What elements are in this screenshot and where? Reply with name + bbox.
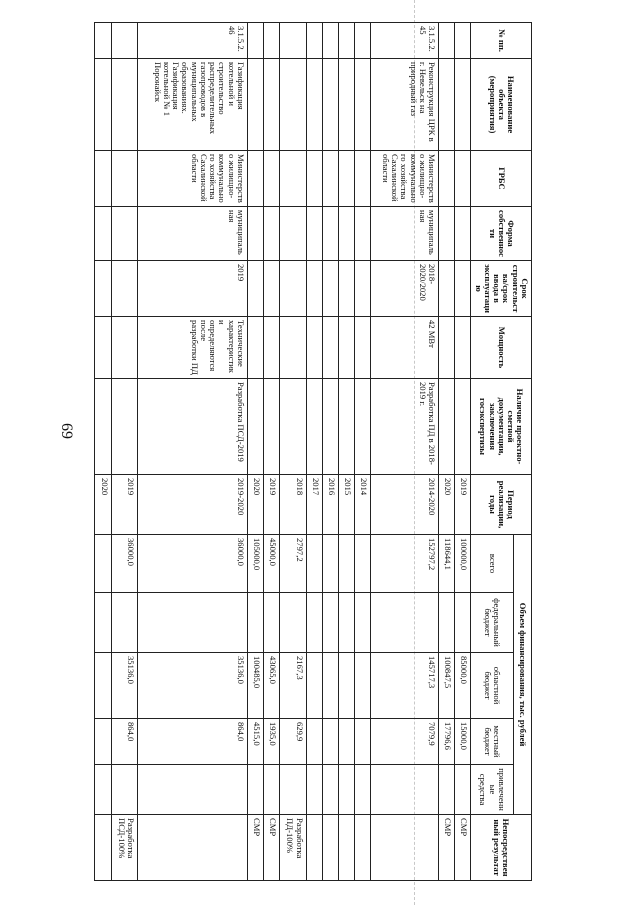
header-term: Срок строительства/срок ввода в эксплуатацию (471, 261, 532, 317)
cell-term (280, 261, 307, 317)
cell-ownership (264, 207, 280, 261)
cell-regional (338, 653, 354, 719)
cell-ownership (95, 207, 111, 261)
cell-result: Разработка ПСД-100% (111, 815, 138, 881)
header-local: местный бюджет (471, 719, 513, 765)
cell-period: 2020 (439, 475, 455, 535)
cell-period: 2020 (95, 475, 111, 535)
cell-ownership: муниципальная (370, 207, 438, 261)
cell-name (111, 59, 138, 151)
table-row (111, 23, 138, 881)
cell-ownership (439, 207, 455, 261)
cell-local: 4515,0 (248, 719, 264, 765)
cell-psd (95, 379, 111, 475)
table-row (455, 23, 471, 881)
cell-no (95, 23, 111, 59)
cell-psd: Разработка ПСД-2019 (138, 379, 248, 475)
cell-no (280, 23, 307, 59)
cell-term (455, 261, 471, 317)
table-row (95, 23, 111, 881)
cell-term (306, 261, 322, 317)
cell-attracted (138, 765, 248, 815)
table-row (138, 23, 248, 881)
cell-attracted (439, 765, 455, 815)
cell-term (338, 261, 354, 317)
cell-name: Газификация котельной и строительство распределительных газопроводов в муниципальных образованиях. Газификация котельной № 1 Поронайск (138, 59, 248, 151)
cell-total (306, 535, 322, 593)
cell-psd (338, 379, 354, 475)
cell-period: 2019 (111, 475, 138, 535)
cell-psd (322, 379, 338, 475)
cell-name (322, 59, 338, 151)
cell-total (95, 535, 111, 593)
cell-local: 15000,0 (455, 719, 471, 765)
cell-regional: 100485,0 (248, 653, 264, 719)
cell-total: 2797,2 (280, 535, 307, 593)
cell-ownership (306, 207, 322, 261)
cell-result: СМР (264, 815, 280, 881)
cell-grbs (338, 151, 354, 207)
header-row (513, 23, 531, 881)
cell-attracted (370, 765, 438, 815)
cell-total: 36000,0 (111, 535, 138, 593)
cell-regional (354, 653, 370, 719)
rotated-page-area (99, 22, 532, 880)
header-attracted: привлеченные средства (471, 765, 513, 815)
cell-total (338, 535, 354, 593)
cell-period: 2019 (264, 475, 280, 535)
header-regional: областной бюджет (471, 653, 513, 719)
cell-result: СМР (439, 815, 455, 881)
cell-grbs (264, 151, 280, 207)
cell-no: 3.1.5.2.46 (138, 23, 248, 59)
cell-local: 17796,6 (439, 719, 455, 765)
cell-grbs (322, 151, 338, 207)
cell-federal (370, 593, 438, 653)
cell-result (138, 815, 248, 881)
cell-period: 2016 (322, 475, 338, 535)
cell-no (306, 23, 322, 59)
cell-period: 2014 (354, 475, 370, 535)
cell-capacity: Технические характеристики определяются после разработки ПД (138, 317, 248, 379)
cell-term (439, 261, 455, 317)
cell-total: 100000,0 (455, 535, 471, 593)
cell-psd (280, 379, 307, 475)
cell-no (322, 23, 338, 59)
cell-period: 2015 (338, 475, 354, 535)
cell-regional: 145717,3 (370, 653, 438, 719)
cell-total: 105000,0 (248, 535, 264, 593)
cell-no (338, 23, 354, 59)
header-no: № пп. (471, 23, 532, 59)
cell-federal (264, 593, 280, 653)
cell-no: 3.1.5.2.45 (370, 23, 438, 59)
cell-regional: 2167,3 (280, 653, 307, 719)
cell-attracted (338, 765, 354, 815)
cell-local: 1935,0 (264, 719, 280, 765)
header-grbs: ГРБС (471, 151, 532, 207)
cell-federal (354, 593, 370, 653)
cell-psd (264, 379, 280, 475)
cell-grbs (280, 151, 307, 207)
cell-period: 2014-2020 (370, 475, 438, 535)
cell-name: Реконструкция ЦРК в г. Невельск на природный газ (370, 59, 438, 151)
cell-capacity (338, 317, 354, 379)
cell-capacity (455, 317, 471, 379)
cell-attracted (354, 765, 370, 815)
cell-ownership (354, 207, 370, 261)
cell-capacity (354, 317, 370, 379)
cell-attracted (306, 765, 322, 815)
header-period: Период реализации, годы (471, 475, 532, 535)
header-psd: Наличие проектно-сметной документации, заключения госэкспертизы (471, 379, 532, 475)
cell-ownership (322, 207, 338, 261)
cell-name (248, 59, 264, 151)
cell-term (322, 261, 338, 317)
cell-attracted (248, 765, 264, 815)
cell-period: 2019 (455, 475, 471, 535)
cell-name (354, 59, 370, 151)
cell-attracted (280, 765, 307, 815)
cell-ownership (280, 207, 307, 261)
cell-name (264, 59, 280, 151)
cell-regional (95, 653, 111, 719)
header-financing: Объем финансирования, тыс. рублей (513, 535, 531, 815)
cell-capacity (280, 317, 307, 379)
cell-result: Разработка ПД-100% (280, 815, 307, 881)
cell-total (322, 535, 338, 593)
cell-no (455, 23, 471, 59)
cell-local (338, 719, 354, 765)
cell-ownership (455, 207, 471, 261)
header-capacity: Мощность (471, 317, 532, 379)
cell-grbs (439, 151, 455, 207)
cell-regional: 85000,0 (455, 653, 471, 719)
cell-grbs: Министерство жилищно-коммунального хозяйства Сахалинской области (138, 151, 248, 207)
cell-local: 629,9 (280, 719, 307, 765)
cell-total: 45000,0 (264, 535, 280, 593)
cell-result: СМР (455, 815, 471, 881)
cell-regional: 35136,0 (111, 653, 138, 719)
cell-capacity: 42 МВт (370, 317, 438, 379)
cell-federal (138, 593, 248, 653)
cell-local: 864,0 (111, 719, 138, 765)
cell-total: 118644,1 (439, 535, 455, 593)
cell-federal (280, 593, 307, 653)
table-row (354, 23, 370, 881)
cell-period: 2017 (306, 475, 322, 535)
cell-total (354, 535, 370, 593)
cell-grbs (111, 151, 138, 207)
cell-grbs (95, 151, 111, 207)
cell-federal (111, 593, 138, 653)
cell-grbs (248, 151, 264, 207)
table-row (264, 23, 280, 881)
cell-local: 864,0 (138, 719, 248, 765)
cell-federal (439, 593, 455, 653)
cell-regional (306, 653, 322, 719)
cell-ownership (338, 207, 354, 261)
cell-psd: Разработка ПД в 2018-2019 г. (370, 379, 438, 475)
cell-no (354, 23, 370, 59)
page-number: 69 (58, 423, 75, 439)
cell-federal (322, 593, 338, 653)
header-result: Непосредственный результат (471, 815, 532, 881)
cell-period: 2020 (248, 475, 264, 535)
table-row (248, 23, 264, 881)
cell-regional (322, 653, 338, 719)
table-row (370, 23, 438, 881)
cell-attracted (111, 765, 138, 815)
cell-federal (95, 593, 111, 653)
financing-table (94, 22, 532, 881)
cell-grbs (455, 151, 471, 207)
cell-no (439, 23, 455, 59)
cell-psd (354, 379, 370, 475)
financing-table-wrapper (99, 22, 532, 880)
cell-term: 2019 (138, 261, 248, 317)
cell-capacity (264, 317, 280, 379)
cell-attracted (322, 765, 338, 815)
cell-psd (455, 379, 471, 475)
cell-no (111, 23, 138, 59)
cell-ownership (111, 207, 138, 261)
cell-psd (306, 379, 322, 475)
table-row (338, 23, 354, 881)
cell-capacity (95, 317, 111, 379)
cell-ownership: муниципальная (138, 207, 248, 261)
cell-ownership (248, 207, 264, 261)
cell-regional: 35136,0 (138, 653, 248, 719)
cell-local (306, 719, 322, 765)
cell-attracted (264, 765, 280, 815)
cell-grbs (306, 151, 322, 207)
cell-psd (111, 379, 138, 475)
cell-capacity (248, 317, 264, 379)
cell-capacity (439, 317, 455, 379)
cell-name (338, 59, 354, 151)
cell-capacity (111, 317, 138, 379)
header-name: Наименование объекта (мероприятия) (471, 59, 532, 151)
cell-name (95, 59, 111, 151)
cell-result (370, 815, 438, 881)
cell-no (264, 23, 280, 59)
cell-name (455, 59, 471, 151)
cell-federal (248, 593, 264, 653)
cell-result: СМР (248, 815, 264, 881)
cell-result (322, 815, 338, 881)
cell-federal (306, 593, 322, 653)
cell-local (322, 719, 338, 765)
cell-period: 2018 (280, 475, 307, 535)
cell-psd (439, 379, 455, 475)
cell-result (95, 815, 111, 881)
cell-federal (338, 593, 354, 653)
header-ownership: Форма собственности (471, 207, 532, 261)
cell-local (95, 719, 111, 765)
cell-local: 7079,9 (370, 719, 438, 765)
header-federal: федеральный бюджет (471, 593, 513, 653)
table-row (306, 23, 322, 881)
cell-grbs (354, 151, 370, 207)
table-row (439, 23, 455, 881)
cell-capacity (306, 317, 322, 379)
cell-result (354, 815, 370, 881)
cell-term (354, 261, 370, 317)
cell-local (354, 719, 370, 765)
cell-term: 2018-2020/2020 (370, 261, 438, 317)
cell-term (95, 261, 111, 317)
cell-term (264, 261, 280, 317)
cell-grbs: Министерство жилищно-коммунального хозяйства Сахалинской области (370, 151, 438, 207)
cell-term (111, 261, 138, 317)
cell-capacity (322, 317, 338, 379)
cell-term (248, 261, 264, 317)
cell-result (338, 815, 354, 881)
cell-result (306, 815, 322, 881)
cell-total: 152797,2 (370, 535, 438, 593)
cell-federal (455, 593, 471, 653)
cell-name (306, 59, 322, 151)
table-row (322, 23, 338, 881)
cell-attracted (95, 765, 111, 815)
cell-no (248, 23, 264, 59)
cell-period: 2019-2020 (138, 475, 248, 535)
cell-name (439, 59, 455, 151)
cell-attracted (455, 765, 471, 815)
cell-regional: 100847,5 (439, 653, 455, 719)
table-row (280, 23, 307, 881)
cell-total: 36000,0 (138, 535, 248, 593)
cell-regional: 43065,0 (264, 653, 280, 719)
cell-psd (248, 379, 264, 475)
header-total: всего (471, 535, 513, 593)
cell-name (280, 59, 307, 151)
